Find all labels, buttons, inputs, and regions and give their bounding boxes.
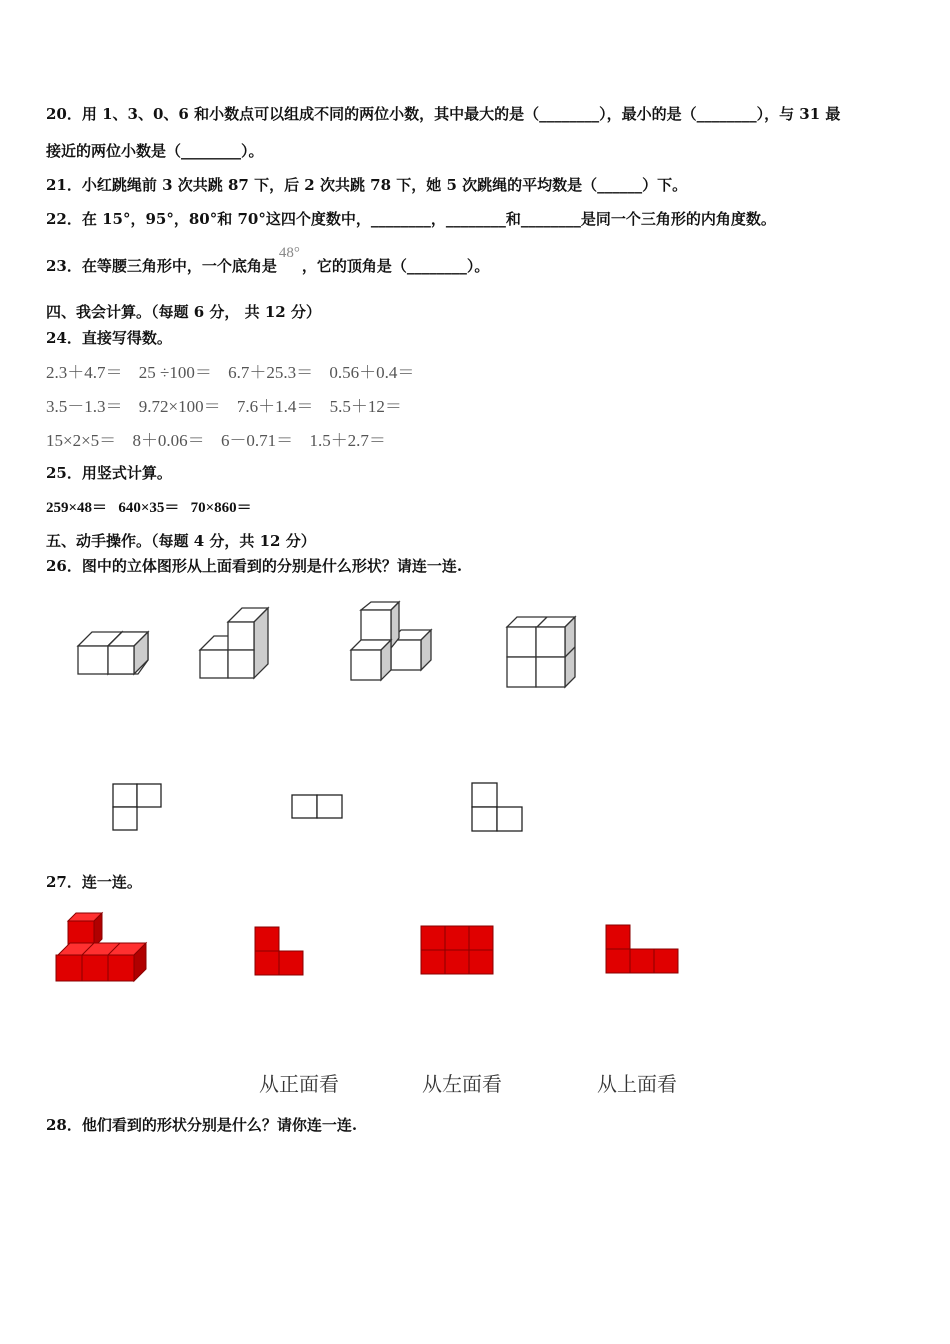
q23 [46,245,490,276]
top-view-shape-3 [471,782,523,832]
red-solid-figure [52,911,150,985]
calc-item: 15×2×5＝ [46,431,117,450]
calc-item: 0.56＋0.4＝ [329,363,415,382]
angle-value: 48° [278,245,300,261]
q22: 22．在 15°，95°，80°和 70°这四个度数中，________，________和________是同一个三角形的内角度数。 [46,210,776,228]
q28: 28．他们看到的形状分别是什么？请你连一连. [46,1116,358,1134]
section5-heading: 五、动手操作。（每题 4 分，共 12 分） [46,532,316,550]
calc-row-2 [46,392,414,417]
calc-item: 25 ÷100＝ [138,363,212,382]
top-view-shape-2 [291,794,343,819]
calc-item: 9.72×100＝ [138,397,221,416]
section4-heading: 四、我会计算。（每题 6 分， 共 12 分） [46,303,321,321]
calc-item: 6－0.71＝ [220,431,294,450]
solid-figure-3 [349,600,433,682]
calc-row-3 [46,426,398,451]
q27-title: 27．连一连。 [46,873,142,891]
q20-line1: 20．用 1、3、0、6 和小数点可以组成不同的两位小数，其中最大的是（________），最小的是（________），与 31 最 [46,105,841,123]
calc-item: 6.7＋25.3＝ [228,363,314,382]
calc-item: 2.3＋4.7＝ [46,363,123,382]
top-view-shape-1 [112,783,162,831]
vertical-calc-item: 259×48＝ [46,500,108,516]
calc-item: 5.5＋12＝ [329,397,402,416]
calc-row-1 [46,358,426,383]
calc-item: 1.5＋2.7＝ [309,431,386,450]
q25-problems [46,496,252,517]
view-label-left: 从左面看 [422,1072,502,1096]
solid-figure-1 [76,624,152,676]
view-label-front: 从正面看 [259,1072,339,1096]
q24-title: 24．直接写得数。 [46,329,172,347]
vertical-calc-item: 640×35＝ [118,500,180,516]
view-label-top: 从上面看 [597,1072,677,1096]
red-view-shape-3 [605,924,679,974]
calc-item: 7.6＋1.4＝ [236,397,314,416]
calc-item: 8＋0.06＝ [132,431,205,450]
q23-before: 23．在等腰三角形中，一个底角是 [46,257,277,275]
red-view-shape-2 [420,925,494,975]
q20-line2: 接近的两位小数是（________）。 [46,142,264,160]
solid-figure-2 [198,606,272,680]
q26: 26．图中的立体图形从上面看到的分别是什么形状？请连一连. [46,557,463,575]
q25-title: 25．用竖式计算。 [46,464,172,482]
q21: 21．小红跳绳前 3 次共跳 87 下，后 2 次共跳 78 下，她 5 次跳绳的平均数是（______）下。 [46,176,688,194]
solid-figure-4 [505,615,579,689]
calc-item: 3.5－1.3＝ [46,397,123,416]
red-view-shape-1 [254,926,306,976]
q23-after: ，它的顶角是（________）。 [301,257,490,275]
vertical-calc-item: 70×860＝ [190,500,252,516]
